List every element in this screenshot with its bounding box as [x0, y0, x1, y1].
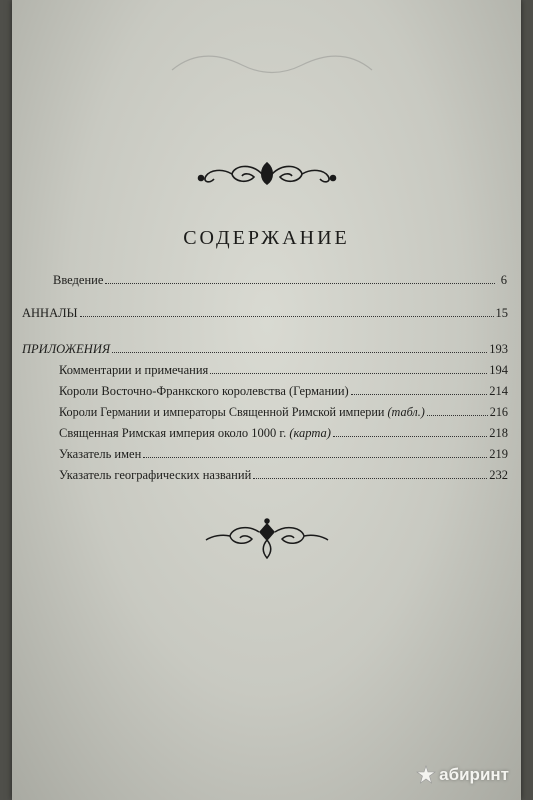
labirint-logo-icon	[415, 764, 437, 786]
toc-page-number: 6	[500, 273, 507, 287]
dot-leader	[80, 316, 494, 317]
toc-label: Указатель имен	[59, 447, 142, 461]
toc-entry-kings-emperors	[59, 405, 508, 420]
toc-entry-comments	[59, 363, 508, 378]
page-title: СОДЕРЖАНИЕ	[183, 227, 350, 249]
toc-note: (табл.)	[387, 405, 425, 419]
toc-entry-geo-index	[59, 468, 508, 483]
toc-page-number: 194	[489, 363, 508, 377]
dot-leader	[210, 373, 487, 374]
toc-label: ПРИЛОЖЕНИЯ	[22, 342, 111, 356]
dot-leader	[112, 352, 487, 353]
toc-entry-annals	[22, 306, 508, 321]
toc-label: Комментарии и примечания	[59, 363, 209, 377]
toc-entry-name-index	[59, 447, 508, 462]
watermark-text: абиринт	[439, 765, 509, 784]
toc-note: (карта)	[289, 426, 331, 440]
toc-label: Священная Римская империя около 1000 г.	[59, 426, 287, 440]
toc-label: АННАЛЫ	[22, 306, 78, 320]
toc-entry-empire-map	[59, 426, 508, 441]
top-floral-ornament-icon	[192, 160, 342, 188]
toc-label: Короли Германии и императоры Священной Римской империи	[59, 405, 385, 419]
dot-leader	[333, 436, 487, 437]
labirint-watermark	[415, 764, 509, 786]
dot-leader	[427, 415, 488, 416]
dot-leader	[105, 283, 495, 284]
toc-page-number: 216	[489, 405, 508, 419]
toc-page-number: 15	[495, 306, 508, 320]
bottom-floral-ornament-icon	[202, 518, 332, 562]
toc-page-number: 232	[489, 468, 508, 482]
dot-leader	[351, 394, 488, 395]
toc-entry-introduction	[53, 273, 507, 288]
dot-leader	[143, 457, 487, 458]
faint-header-ornament-icon	[162, 40, 382, 90]
dot-leader	[253, 478, 487, 479]
toc-page-number: 214	[489, 384, 508, 398]
toc-entry-east-frankish-kings	[59, 384, 508, 399]
toc-page-number: 218	[489, 426, 508, 440]
toc-label: Короли Восточно-Франкского королевства (Германии)	[59, 384, 349, 398]
toc-entry-appendices	[22, 342, 508, 357]
toc-label: Введение	[53, 273, 104, 287]
toc-label: Указатель географических названий	[59, 468, 252, 482]
toc-page-number: 219	[489, 447, 508, 461]
book-page	[12, 0, 521, 800]
toc-page-number: 193	[489, 342, 508, 356]
